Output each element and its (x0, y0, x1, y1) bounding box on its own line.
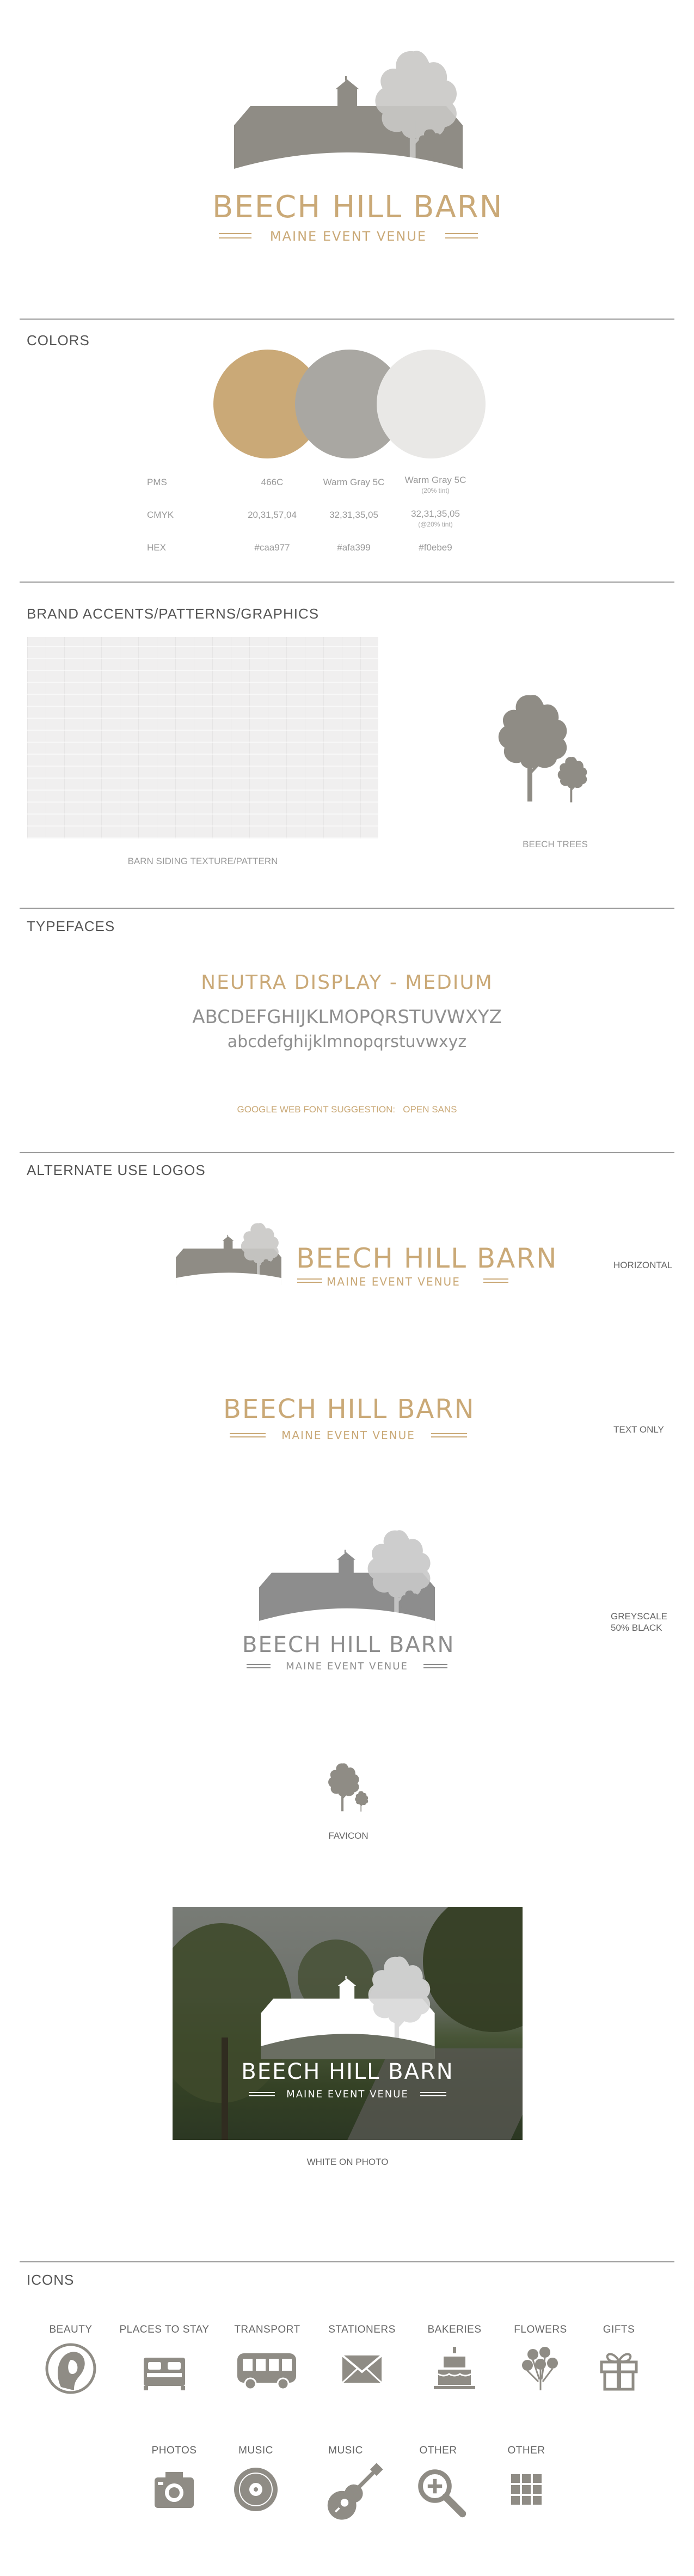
pms-value: Warm Gray 5C (404, 475, 466, 485)
texture-caption: BARN SIDING TEXTURE/PATTERN (127, 856, 278, 866)
hex-value: #f0ebe9 (419, 542, 452, 553)
greyscale-label-line1: GREYSCALE (611, 1611, 667, 1622)
icons-title: ICONS (27, 2272, 75, 2288)
typefaces-title: TYPEFACES (27, 918, 115, 934)
divider (20, 1152, 674, 1153)
logo-tagline: MAINE EVENT VENUE (269, 229, 427, 244)
trees-caption: BEECH TREES (523, 839, 588, 849)
bus-icon (231, 2341, 302, 2396)
horizontal-logo-name: BEECH HILL BARN (296, 1243, 558, 1274)
web-font-name: OPEN SANS (403, 1104, 457, 1115)
label-pms: PMS (147, 477, 167, 487)
favicon-graphic (324, 1759, 373, 1819)
barn-siding-texture (27, 637, 378, 839)
icon-label-stationers: STATIONERS (328, 2324, 396, 2335)
envelope-icon (335, 2341, 389, 2396)
text-only-name: BEECH HILL BARN (223, 1394, 475, 1424)
typeface-name: NEUTRA DISPLAY - MEDIUM (201, 971, 493, 994)
divider (20, 908, 674, 909)
guitar-icon (318, 2462, 384, 2528)
greyscale-logo (242, 1525, 455, 1682)
icon-label-photos: PHOTOS (151, 2445, 197, 2456)
divider (20, 319, 674, 320)
horizontal-logo-tagline: MAINE EVENT VENUE (327, 1275, 460, 1288)
accents-title: BRAND ACCENTS/PATTERNS/GRAPHICS (27, 605, 320, 622)
icon-label-flowers: FLOWERS (514, 2324, 567, 2335)
horizontal-label: HORIZONTAL (613, 1260, 673, 1270)
icon-label-other: OTHER (419, 2445, 457, 2456)
label-hex: HEX (147, 542, 166, 553)
white-barn-tree-illustration (244, 1950, 451, 2059)
record-icon (229, 2462, 283, 2517)
greyscale-tagline: MAINE EVENT VENUE (286, 1661, 408, 1672)
icon-label-other: OTHER (507, 2445, 545, 2456)
text-only-tagline: MAINE EVENT VENUE (281, 1429, 415, 1442)
divider (20, 2261, 674, 2262)
grid-icon (499, 2462, 554, 2517)
icon-label-music: MUSIC (328, 2445, 363, 2456)
horizontal-logo (163, 1220, 558, 1290)
camera-icon (147, 2462, 201, 2517)
logo-name: BEECH HILL BARN (212, 189, 503, 225)
main-logo (212, 44, 503, 250)
flowers-icon (513, 2341, 568, 2396)
cake-icon (427, 2341, 482, 2396)
bed-icon (137, 2341, 192, 2396)
text-only-label: TEXT ONLY (613, 1424, 664, 1435)
cmyk-value: 20,31,57,04 (248, 510, 297, 520)
zoom-icon (411, 2462, 471, 2522)
greyscale-name: BEECH HILL BARN (242, 1632, 455, 1657)
text-only-logo (223, 1394, 474, 1448)
icon-label-transport: TRANSPORT (234, 2324, 300, 2335)
icon-label-places-to-stay: PLACES TO STAY (119, 2324, 210, 2335)
icon-label-bakeries: BAKERIES (427, 2324, 482, 2335)
alternate-title: ALTERNATE USE LOGOS (27, 1162, 206, 1178)
pms-value: 466C (261, 477, 284, 487)
cmyk-value: 32,31,35,05 (329, 510, 378, 520)
beauty-icon (44, 2341, 98, 2396)
beech-trees-graphic (490, 686, 599, 817)
lowercase-sample: abcdefghijklmnopqrstuvwxyz (227, 1032, 467, 1051)
favicon-label: FAVICON (328, 1831, 369, 1841)
colors-title: COLORS (27, 332, 90, 348)
icon-label-beauty: BEAUTY (49, 2324, 93, 2335)
label-cmyk: CMYK (147, 510, 174, 520)
cmyk-value: 32,31,35,05 (411, 509, 460, 519)
cmyk-note: (@20% tint) (418, 521, 453, 528)
hex-value: #afa399 (337, 542, 371, 553)
white-on-photo-label: WHITE ON PHOTO (306, 2157, 389, 2167)
greyscale-label-line2: 50% BLACK (611, 1623, 662, 1633)
barn-tree-illustration (163, 1220, 294, 1285)
photo-background (173, 1907, 523, 2140)
icon-label-music: MUSIC (238, 2445, 273, 2456)
greyscale-label (611, 1611, 667, 1633)
web-font-label: GOOGLE WEB FONT SUGGESTION: (237, 1104, 396, 1115)
photo-logo-name: BEECH HILL BARN (241, 2059, 454, 2084)
web-font-row (163, 1104, 531, 1115)
photo-logo-tagline: MAINE EVENT VENUE (286, 2089, 409, 2100)
hex-value: #caa977 (254, 542, 290, 553)
uppercase-sample: ABCDEFGHIJKLMOPQRSTUVWXYZ (192, 1006, 502, 1028)
divider (20, 582, 674, 583)
barn-tree-illustration (242, 1525, 452, 1633)
logo-tagline-row (212, 229, 484, 245)
swatch-light-gray (377, 350, 486, 458)
barn-tree-illustration (212, 44, 484, 185)
pms-note: (20% tint) (421, 487, 450, 494)
pms-value: Warm Gray 5C (323, 477, 385, 487)
icon-label-gifts: GIFTS (603, 2324, 635, 2335)
gift-icon (592, 2341, 646, 2396)
